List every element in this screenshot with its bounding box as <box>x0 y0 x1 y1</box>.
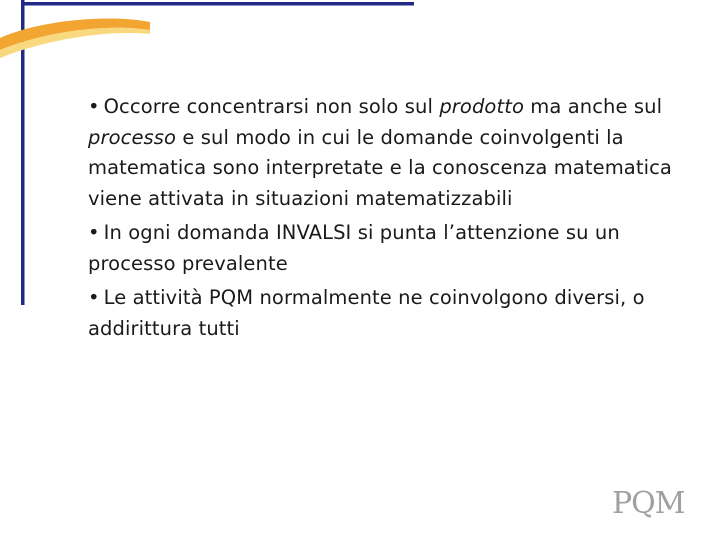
bullet-marker: • <box>88 221 100 244</box>
bullet-3-text: Le attività PQM normalmente ne coinvolgono diversi, o addirittura tutti <box>88 286 645 340</box>
top-frame-line <box>21 2 414 6</box>
bullet-1-text-b: ma anche sul <box>523 95 663 118</box>
bullet-2-text: In ogni domanda INVALSI si punta l’attenzione su un processo prevalente <box>88 221 620 275</box>
bullet-item-1 <box>88 92 688 214</box>
bullet-1-text-c: e sul modo in cui le domande coinvolgenti la matematica sono interpretate e la conoscenza matematica viene attivata in situazioni matematizzabili <box>88 125 672 210</box>
bullet-item-2 <box>88 218 688 279</box>
bullet-marker: • <box>88 286 100 309</box>
bullet-1-italic-prodotto: prodotto <box>439 95 524 118</box>
bullet-marker: • <box>88 95 100 118</box>
bullet-1-text-a: Occorre concentrarsi non solo sul <box>103 95 440 118</box>
bullet-1-italic-processo: processo <box>88 125 177 149</box>
pqm-logo: PQM <box>612 486 685 521</box>
bullet-item-3 <box>88 283 688 344</box>
slide-body <box>88 92 688 348</box>
